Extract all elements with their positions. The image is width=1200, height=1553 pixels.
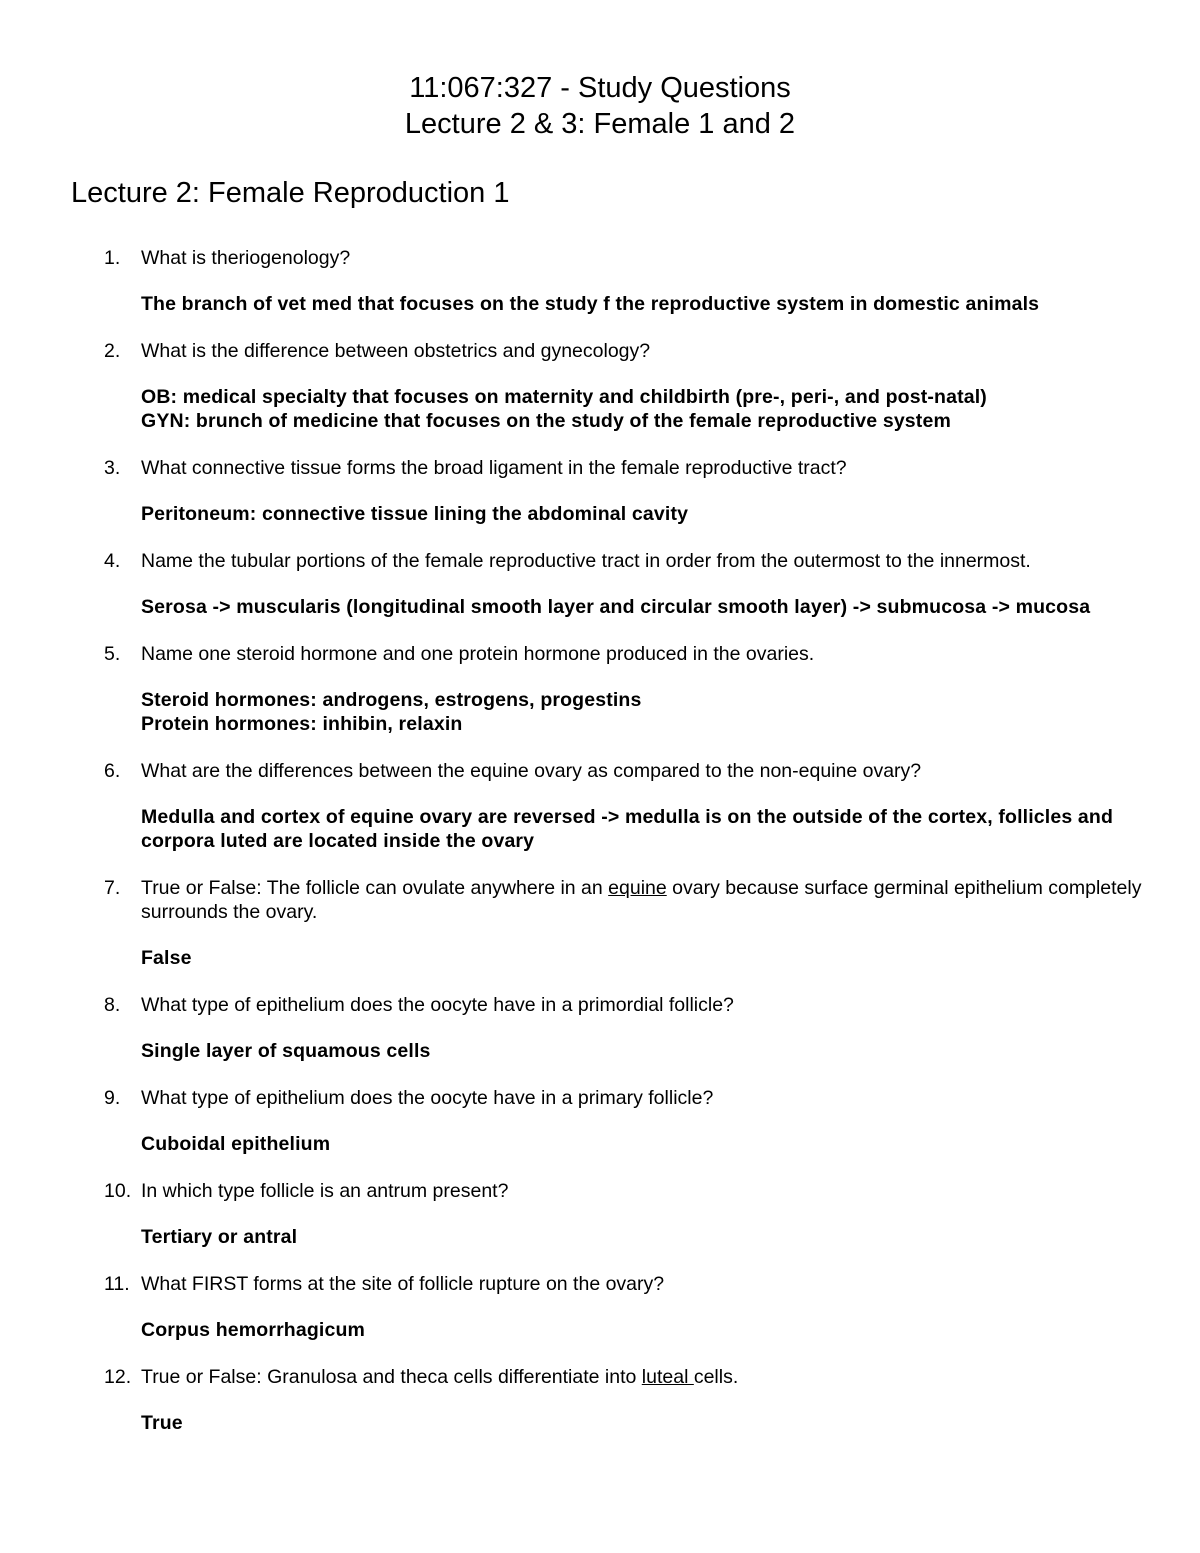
underlined-word: equine <box>608 877 667 899</box>
answer <box>0 1411 1131 1435</box>
answer <box>0 1039 1131 1063</box>
question <box>0 1365 1151 1389</box>
answer-line: Cuboidal epithelium <box>141 1133 331 1155</box>
question <box>0 1179 1151 1203</box>
question-text: Name the tubular portions of the female reproductive tract in order from the outermost to the innermost. <box>141 550 1031 572</box>
question-number: 11. <box>104 1273 130 1295</box>
question-item <box>0 876 1200 970</box>
answer <box>0 385 1131 433</box>
answer-line: GYN: brunch of medicine that focuses on the study of the female reproductive system <box>141 410 951 432</box>
answer <box>0 805 1131 853</box>
answer-line: Tertiary or antral <box>141 1226 298 1248</box>
question-item <box>0 642 1200 736</box>
question <box>0 549 1151 573</box>
question-number: 10. <box>104 1180 132 1202</box>
question-list <box>0 246 1200 1458</box>
section-heading: Lecture 2: Female Reproduction 1 <box>71 177 510 209</box>
question-item <box>0 246 1200 316</box>
question-number: 1. <box>104 247 121 269</box>
question-text: What connective tissue forms the broad ligament in the female reproductive tract? <box>141 457 847 479</box>
question-item <box>0 549 1200 619</box>
question-number: 7. <box>104 877 121 899</box>
question <box>0 1272 1151 1296</box>
question-text: Name one steroid hormone and one protein hormone produced in the ovaries. <box>141 643 815 665</box>
answer-line: The branch of vet med that focuses on the study f the reproductive system in domestic animals <box>141 293 1040 315</box>
underlined-word: luteal <box>641 1366 694 1388</box>
question <box>0 759 1151 783</box>
question-text: In which type follicle is an antrum present? <box>141 1180 509 1202</box>
answer <box>0 1318 1131 1342</box>
question <box>0 876 1151 924</box>
question-text: What type of epithelium does the oocyte have in a primordial follicle? <box>141 994 734 1016</box>
answer <box>0 595 1131 619</box>
lecture-subtitle: Lecture 2 & 3: Female 1 and 2 <box>404 108 796 140</box>
question-item <box>0 456 1200 526</box>
answer-line: Single layer of squamous cells <box>141 1040 431 1062</box>
question <box>0 1086 1151 1110</box>
document-header <box>0 70 1200 142</box>
answer-line: True <box>141 1412 183 1434</box>
question-number: 5. <box>104 643 121 665</box>
question <box>0 339 1151 363</box>
question <box>0 456 1151 480</box>
question-number: 12. <box>104 1366 132 1388</box>
question-text: What type of epithelium does the oocyte have in a primary follicle? <box>141 1087 714 1109</box>
question-number: 4. <box>104 550 121 572</box>
question <box>0 642 1151 666</box>
question-item <box>0 339 1200 433</box>
answer-line: Medulla and cortex of equine ovary are reversed -> medulla is on the outside of the cortex, follicles and corpora luted are located inside the ovary <box>141 806 1114 852</box>
question-number: 8. <box>104 994 121 1016</box>
question-item <box>0 759 1200 853</box>
question-text-end: cells. <box>693 1366 739 1388</box>
question <box>0 993 1151 1017</box>
question-number: 3. <box>104 457 121 479</box>
question-item <box>0 1365 1200 1435</box>
question-item <box>0 1179 1200 1249</box>
answer <box>0 502 1131 526</box>
question-item <box>0 1086 1200 1156</box>
question-number: 6. <box>104 760 121 782</box>
answer <box>0 292 1131 316</box>
question-text: What is the difference between obstetrics and gynecology? <box>141 340 651 362</box>
question-text-start: True or False: Granulosa and theca cells differentiate into <box>141 1366 642 1388</box>
question-text: What FIRST forms at the site of follicle rupture on the ovary? <box>141 1273 665 1295</box>
answer-line: Serosa -> muscularis (longitudinal smooth layer and circular smooth layer) -> submucosa -> mucosa <box>141 596 1091 618</box>
answer-line: Corpus hemorrhagicum <box>141 1319 366 1341</box>
question-number: 2. <box>104 340 121 362</box>
answer <box>0 688 1131 736</box>
answer <box>0 1225 1131 1249</box>
question-text: What are the differences between the equine ovary as compared to the non-equine ovary? <box>141 760 922 782</box>
answer <box>0 1132 1131 1156</box>
question-text-start: True or False: The follicle can ovulate anywhere in an <box>141 877 609 899</box>
course-title: 11:067:327 - Study Questions <box>409 72 791 104</box>
question-number: 9. <box>104 1087 121 1109</box>
answer <box>0 946 1131 970</box>
answer-line: Steroid hormones: androgens, estrogens, progestins <box>141 689 642 711</box>
question-item <box>0 993 1200 1063</box>
question-item <box>0 1272 1200 1342</box>
answer-line: OB: medical specialty that focuses on maternity and childbirth (pre-, peri-, and post-natal) <box>141 386 987 408</box>
answer-line: Protein hormones: inhibin, relaxin <box>141 713 463 735</box>
question-text: What is theriogenology? <box>141 247 351 269</box>
answer-line: Peritoneum: connective tissue lining the abdominal cavity <box>141 503 689 525</box>
answer-line: False <box>141 947 192 969</box>
question-text-end: ovary because surface germinal epithelium completely surrounds the ovary. <box>141 877 1142 923</box>
question <box>0 246 1151 270</box>
